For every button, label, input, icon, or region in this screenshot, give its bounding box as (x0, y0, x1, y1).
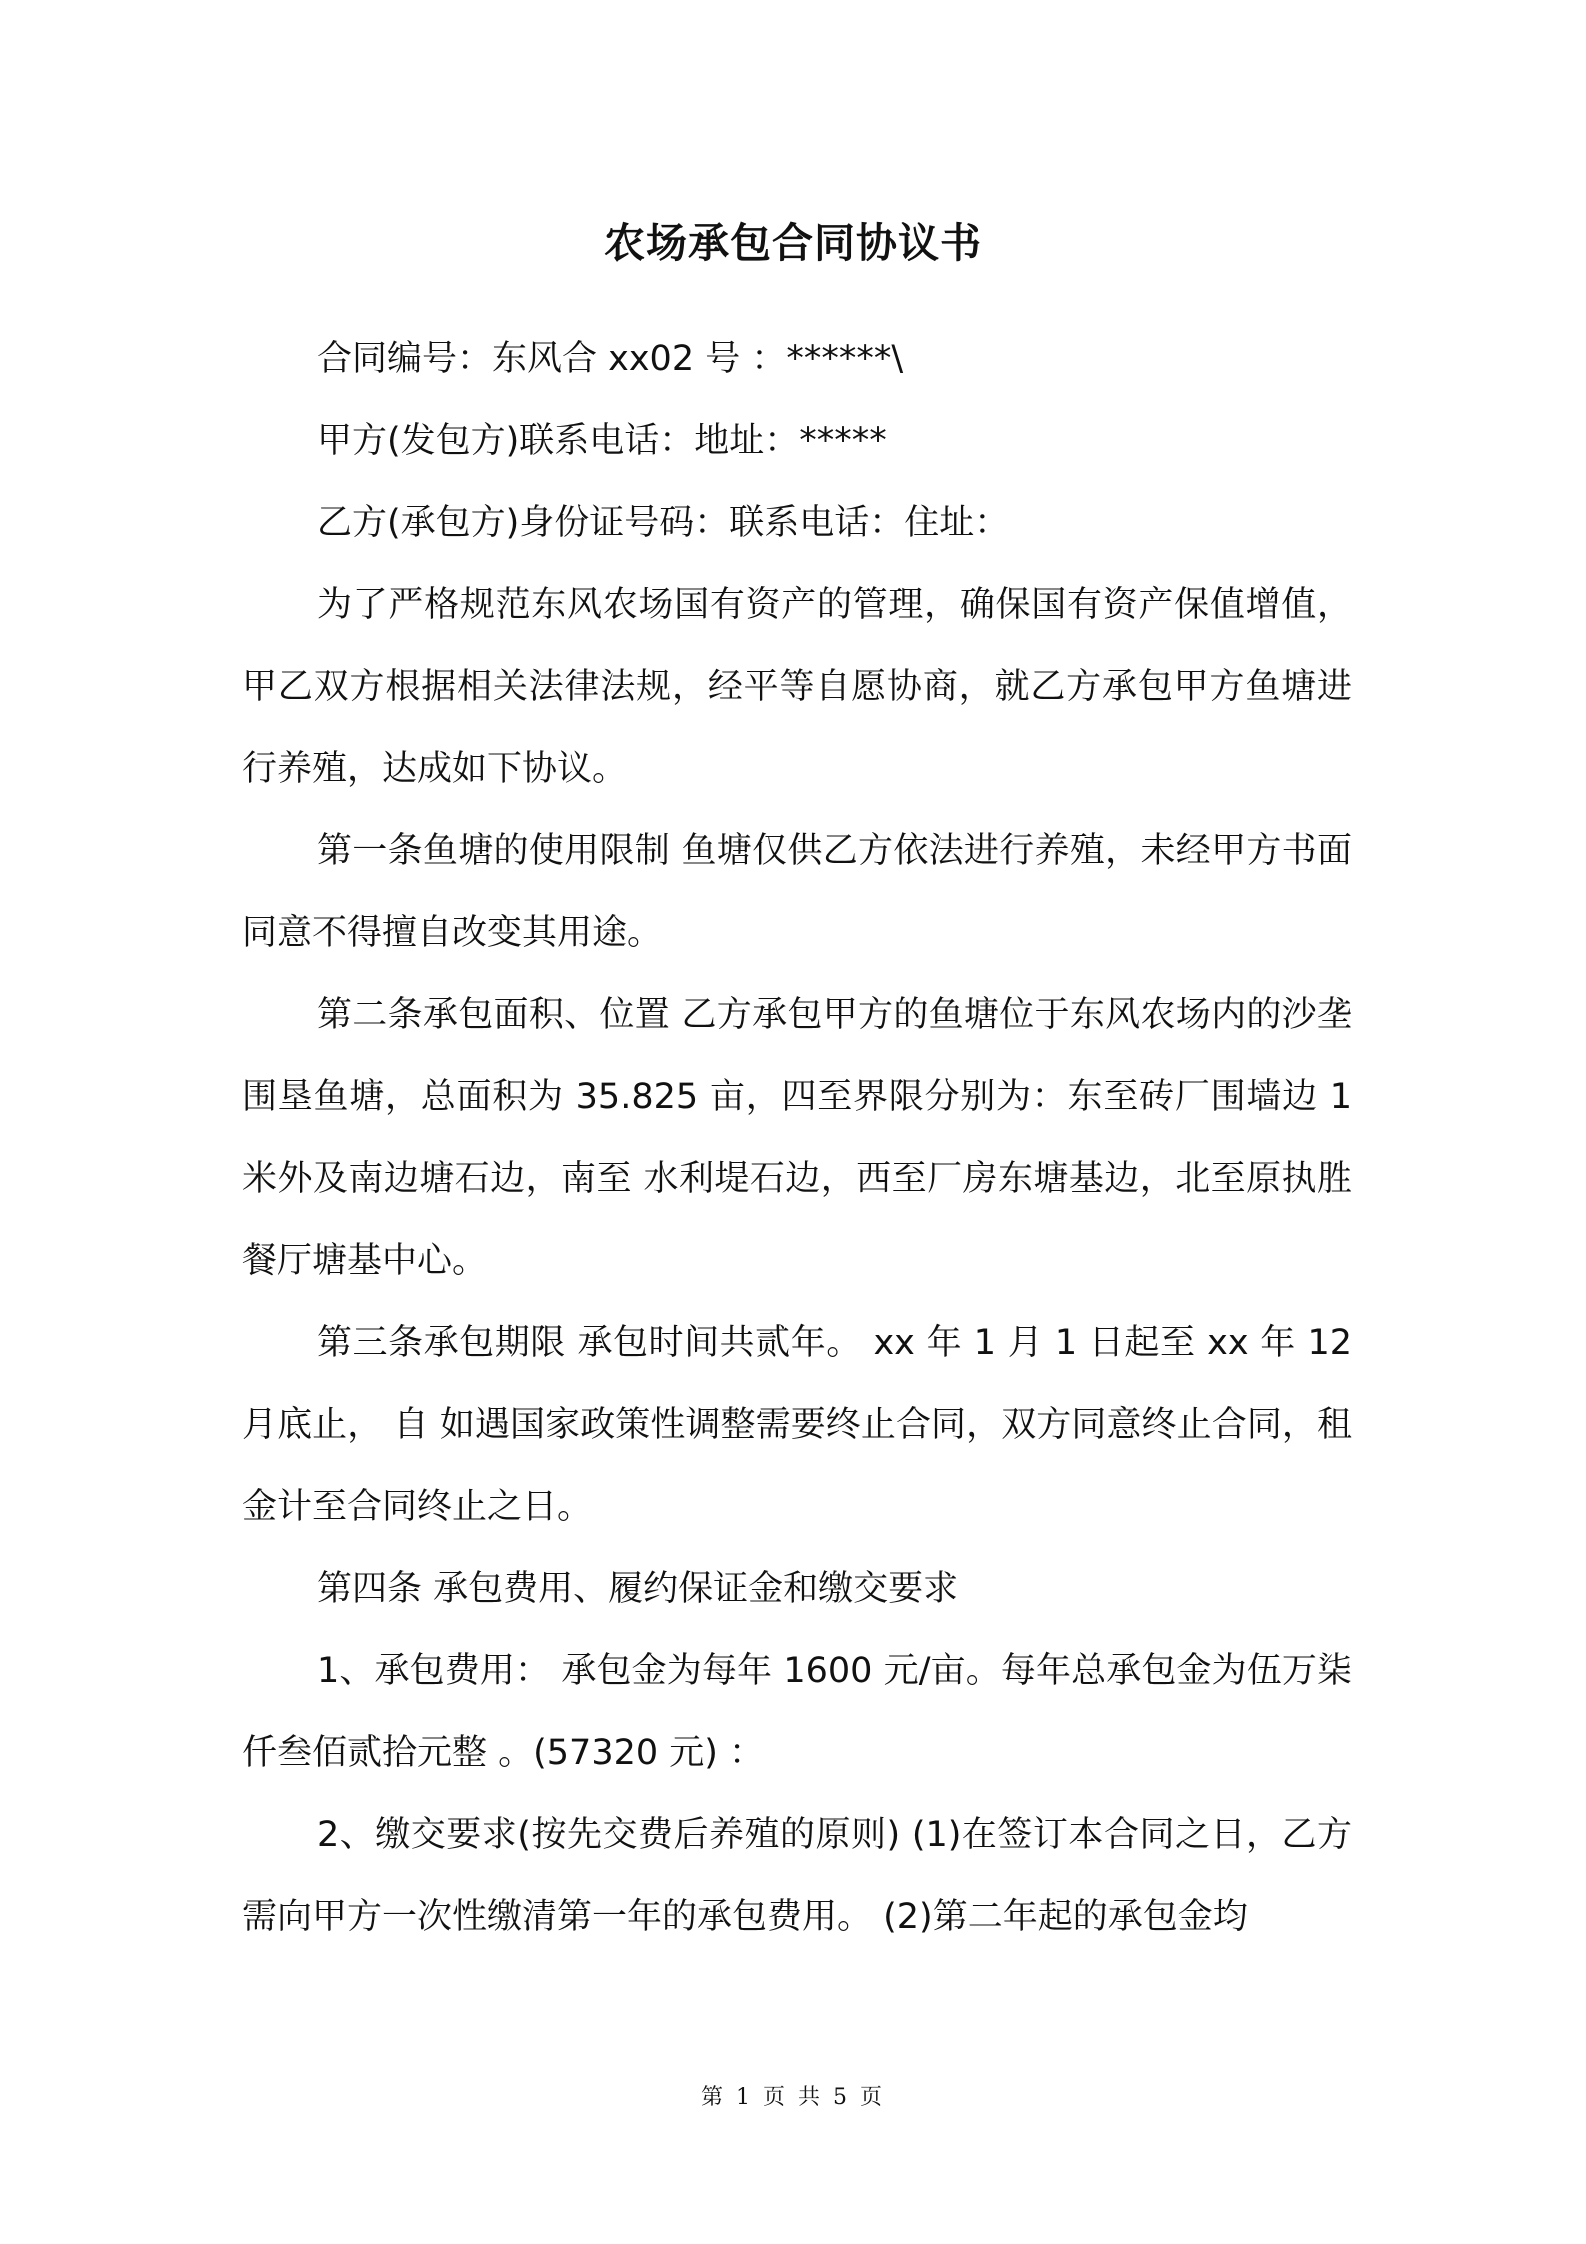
article-4-item-2: 2、缴交要求(按先交费后养殖的原则) (1)在签订本合同之日，乙方需向甲方一次性缴清第一年的承包费用。 (2)第二年起的承包金均 (242, 1815, 1352, 1937)
article-3-paragraph: 第三条承包期限 承包时间共贰年。 xx 年 1 月 1 日起至 xx 年 12 月底止， 自 如遇国家政策性调整需要终止合同，双方同意终止合同，租金计至合同终止之日。 (242, 1323, 1352, 1527)
page-footer: 第 1 页 共 5 页 (701, 2085, 885, 2110)
article-4-heading: 第四条 承包费用、履约保证金和缴交要求 (317, 1569, 959, 1609)
document-title: 农场承包合同协议书 (604, 219, 982, 267)
party-b-line: 乙方(承包方)身份证号码：联系电话：住址： (317, 503, 1010, 543)
document-body (242, 318, 1352, 1958)
article-1-paragraph: 第一条鱼塘的使用限制 鱼塘仅供乙方依法进行养殖，未经甲方书面同意不得擅自改变其用途。 (242, 831, 1352, 953)
article-4-item-1: 1、承包费用： 承包金为每年 1600 元/亩。每年总承包金为伍万柒仟叁佰贰拾元整 。(57320 元) ： (242, 1651, 1352, 1773)
article-2-paragraph: 第二条承包面积、位置 乙方承包甲方的鱼塘位于东风农场内的沙垄围垦鱼塘，总面积为 35.825 亩，四至界限分别为：东至砖厂围墙边 1 米外及南边塘石边，南至 水利堤石边，西至厂房东塘基边，北至原执胜餐厅塘基中心。 (242, 995, 1352, 1281)
contract-number-line: 合同编号：东风合 xx02 号 ：******\ (317, 339, 904, 379)
preamble-paragraph: 为了严格规范东风农场国有资产的管理，确保国有资产保值增值，甲乙双方根据相关法律法规，经平等自愿协商，就乙方承包甲方鱼塘进行养殖，达成如下协议。 (242, 585, 1352, 789)
party-a-line: 甲方(发包方)联系电话：地址：***** (317, 421, 887, 461)
